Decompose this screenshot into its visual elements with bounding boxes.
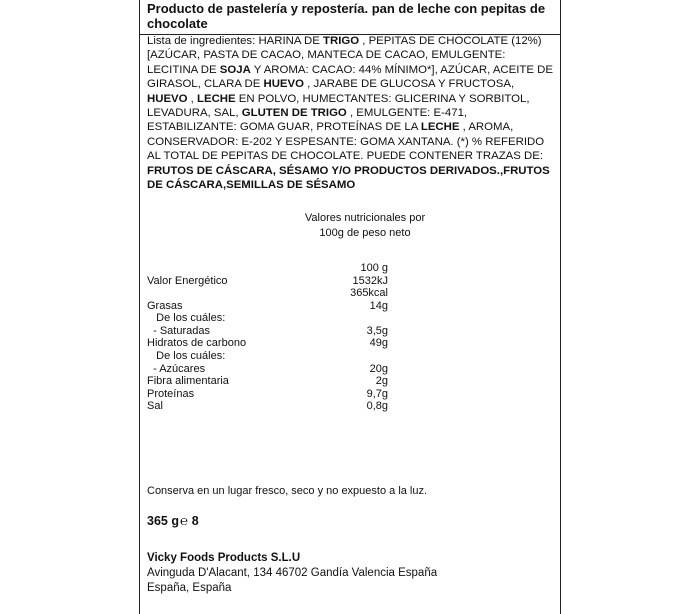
nutrition-row bbox=[147, 350, 547, 363]
nutrition-row bbox=[147, 400, 547, 413]
nutrition-row bbox=[147, 312, 547, 325]
nutrient-label: Sal bbox=[147, 400, 163, 412]
allergen-text: TRIGO bbox=[323, 35, 360, 47]
title-box bbox=[140, 0, 560, 35]
ingredient-text: , bbox=[187, 92, 198, 105]
ingredient-text: , JARABE DE GLUCOSA Y FRUCTOSA, bbox=[304, 78, 515, 91]
allergen-text: LECHE bbox=[420, 121, 460, 134]
nutrient-label: - Saturadas bbox=[147, 325, 210, 337]
allergen-text: HUEVO bbox=[147, 92, 188, 105]
nutrient-value: 49g bbox=[369, 337, 388, 349]
nutrition-heading-line-2: 100g de peso neto bbox=[319, 227, 411, 239]
nutrient-value: 3,5g bbox=[366, 325, 388, 337]
nutrient-label: Hidratos de carbono bbox=[147, 337, 247, 349]
nutrient-label: Fibra alimentaria bbox=[147, 375, 229, 387]
ingredient-text: , AROMA, CONSERVADOR: E-202 Y ESPESANTE: GOMA XANTANA. (*) % REFERIDO AL TOTAL DE PEPITAS DE CHOCOLATE. PUEDE CONTENER TRAZAS DE: bbox=[147, 121, 545, 163]
company-address-line-2: España, España bbox=[147, 582, 232, 594]
nutrient-value: 9,7g bbox=[366, 388, 388, 400]
nutrition-row bbox=[147, 262, 547, 275]
allergen-text: GLUTEN DE TRIGO bbox=[241, 107, 347, 120]
company-address-line-1: Avinguda D'Alacant, 134 46702 Gandía Valencia España bbox=[147, 567, 438, 579]
storage-instructions: Conserva en un lugar fresco, seco y no expuesto a la luz. bbox=[147, 485, 428, 497]
ingredient-text: Y AROMA: CACAO: 44% MÍNIMO*], AZÚCAR, ACEITE DE GIRASOL, CLARA DE bbox=[147, 63, 553, 91]
allergen-text: HUEVO bbox=[263, 78, 304, 91]
nutrient-value: 365kcal bbox=[350, 287, 388, 299]
nutrient-value: 20g bbox=[369, 363, 388, 375]
nutrient-value: 2g bbox=[375, 375, 388, 387]
nutrient-value: 0,8g bbox=[366, 400, 388, 412]
product-title: Producto de pastelería y repostería. pan de leche con pepitas de chocolate bbox=[147, 1, 546, 31]
nutrient-label: De los cuáles: bbox=[147, 350, 226, 362]
nutrient-label: De los cuáles: bbox=[147, 312, 226, 324]
estimated-sign-icon: ℮ bbox=[179, 513, 188, 528]
ingredient-text: , EMULGENTE: E-471, ESTABILIZANTE: GOMA GUAR, PROTEÍNAS DE LA bbox=[147, 107, 468, 134]
allergen-text: SOJA bbox=[219, 63, 251, 76]
nutrient-value: 100 g bbox=[360, 262, 388, 274]
ingredient-text: Lista de ingredientes: HARINA DE bbox=[147, 35, 324, 47]
ingredients-list bbox=[147, 34, 553, 192]
net-weight bbox=[147, 514, 199, 528]
nutrient-value: 14g bbox=[369, 300, 388, 312]
units-count: 8 bbox=[191, 514, 199, 528]
ingredient-text: , PEPITAS DE CHOCOLATE (12%) [AZÚCAR, PASTA DE CACAO, MANTECA DE CACAO, EMULGENTE: LECITINA DE bbox=[147, 35, 542, 76]
label-panel bbox=[139, 0, 561, 614]
ingredient-text: EN POLVO, HUMECTANTES: GLICERINA Y SORBITOL, LEVADURA, SAL, bbox=[147, 92, 530, 120]
nutrition-row bbox=[147, 287, 547, 300]
company-name: Vicky Foods Products S.L.U bbox=[147, 552, 301, 564]
nutrient-label: - Azúcares bbox=[147, 363, 206, 375]
nutrition-heading bbox=[290, 211, 440, 241]
allergen-text: LECHE bbox=[197, 92, 236, 105]
nutrient-label: Proteínas bbox=[147, 388, 195, 400]
nutrient-label: Valor Energético bbox=[147, 275, 228, 287]
allergen-text: FRUTOS DE CÁSCARA, SÉSAMO Y/O PRODUCTOS DERIVADOS.,FRUTOS DE CÁSCARA,SEMILLAS DE SÉSAMO bbox=[147, 164, 550, 192]
nutrient-label: Grasas bbox=[147, 300, 183, 312]
nutrient-value: 1532kJ bbox=[352, 275, 388, 287]
net-weight-amount: 365 g bbox=[147, 514, 179, 528]
nutrition-row bbox=[147, 337, 547, 350]
nutrition-heading-line-1: Valores nutricionales por bbox=[304, 212, 426, 224]
nutrition-row bbox=[147, 375, 547, 388]
